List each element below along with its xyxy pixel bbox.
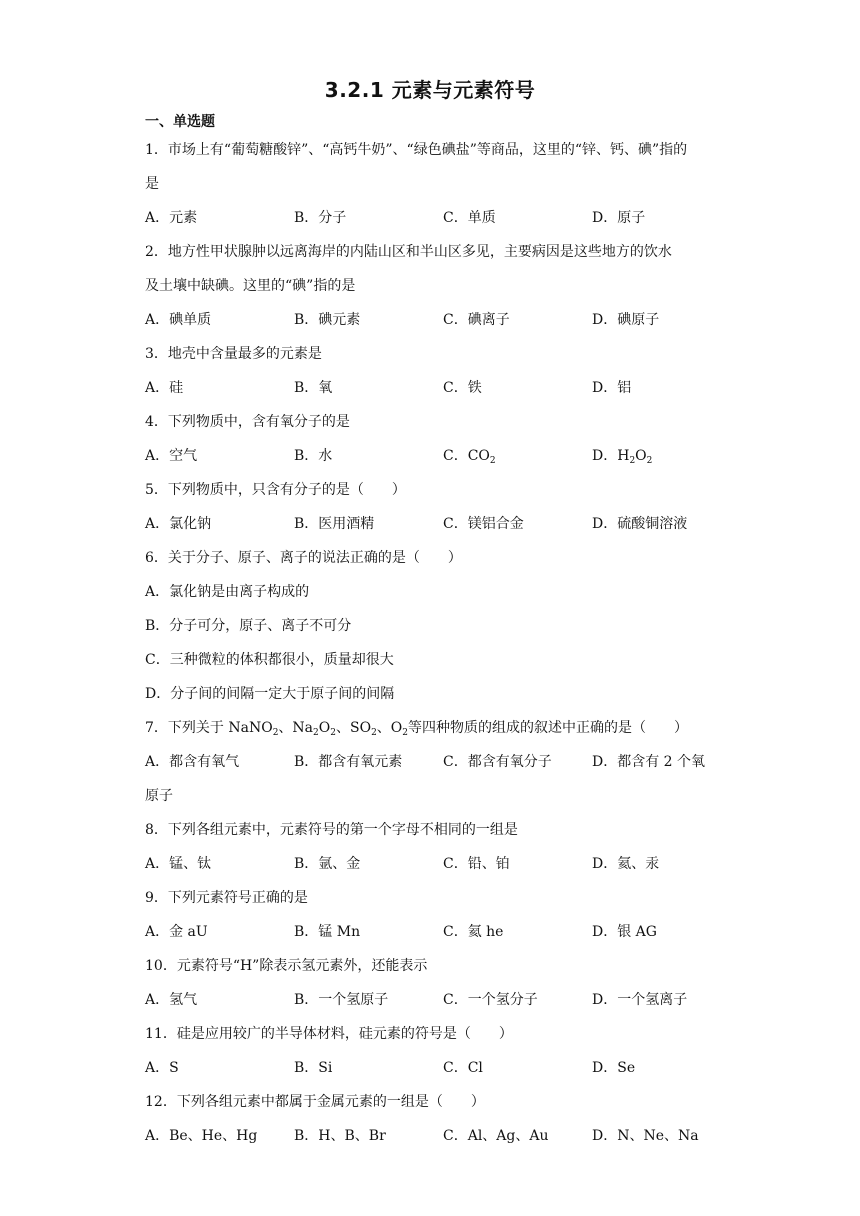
question-9-options bbox=[145, 922, 720, 956]
option-c bbox=[443, 446, 592, 480]
option-a: A．锰、钛 bbox=[145, 856, 212, 872]
option-c: C．都含有氧分子 bbox=[443, 754, 552, 770]
option-c: C．铁 bbox=[443, 380, 482, 396]
option-a: A．金 aU bbox=[145, 924, 208, 940]
option-c: C．镁铝合金 bbox=[443, 516, 524, 532]
question-3-stem: 3．地壳中含量最多的元素是 bbox=[145, 346, 322, 362]
question-10-stem: 10．元素符号“H”除表示氢元素外，还能表示 bbox=[145, 958, 428, 974]
subscript: 2 bbox=[489, 456, 496, 466]
subscript: 2 bbox=[313, 728, 319, 738]
option-a: A．空气 bbox=[145, 448, 198, 464]
option-b: B．医用酒精 bbox=[294, 516, 375, 532]
question-4-stem: 4．下列物质中，含有氧分子的是 bbox=[145, 414, 350, 430]
option-c: C．一个氢分子 bbox=[443, 992, 538, 1008]
formula-text: O bbox=[635, 448, 647, 464]
question-9-stem: 9．下列元素符号正确的是 bbox=[145, 890, 308, 906]
option-a: A．Be、He、Hg bbox=[145, 1128, 258, 1144]
option-a: A．元素 bbox=[145, 210, 198, 226]
option-b: B．碘元素 bbox=[294, 312, 361, 328]
option-a: A．氯化钠是由离子构成的 bbox=[145, 584, 310, 600]
option-d: D．一个氢离子 bbox=[592, 992, 688, 1008]
option-d: D．氦、汞 bbox=[592, 856, 660, 872]
option-a: A．都含有氧气 bbox=[145, 754, 240, 770]
stem-text: 、SO bbox=[335, 720, 372, 736]
option-c: C．Al、Ag、Au bbox=[443, 1128, 549, 1144]
stem-text: 、Na bbox=[278, 720, 314, 736]
stem-text: 等四种物质的组成的叙述中正确的是（ ） bbox=[408, 720, 689, 736]
subscript: 2 bbox=[629, 456, 636, 466]
option-b: B．H、B、Br bbox=[294, 1128, 386, 1144]
option-c: C．铅、铂 bbox=[443, 856, 510, 872]
option-d: D．硫酸铜溶液 bbox=[592, 516, 688, 532]
option-d: D．银 AG bbox=[592, 924, 657, 940]
question-12-stem: 12．下列各组元素中都属于金属元素的一组是（ ） bbox=[145, 1094, 485, 1110]
question-2-options bbox=[145, 310, 720, 344]
stem-text: 7．下列关于 NaNO bbox=[145, 720, 273, 736]
document-title: 3.2.1 元素与元素符号 bbox=[324, 78, 536, 102]
stem-text: 、O bbox=[376, 720, 403, 736]
option-b: B．分子 bbox=[294, 210, 347, 226]
option-c: C．氦 he bbox=[443, 924, 504, 940]
subscript: 2 bbox=[646, 456, 653, 466]
question-1-stem-cont: 是 bbox=[145, 176, 159, 192]
subscript: 2 bbox=[371, 728, 377, 738]
subscript: 2 bbox=[402, 728, 409, 738]
question-8-stem: 8．下列各组元素中，元素符号的第一个字母不相同的一组是 bbox=[145, 822, 518, 838]
option-a: A．硅 bbox=[145, 380, 184, 396]
question-5-stem: 5．下列物质中，只含有分子的是（ ） bbox=[145, 482, 406, 498]
question-2-stem: 2．地方性甲状腺肿以远离海岸的内陆山区和半山区多见，主要病因是这些地方的饮水 bbox=[145, 244, 672, 260]
option-d: D．N、Ne、Na bbox=[592, 1128, 699, 1144]
question-11-options bbox=[145, 1058, 720, 1092]
question-12-options bbox=[145, 1126, 720, 1160]
option-b: B．水 bbox=[294, 448, 333, 464]
option-a: A．碘单质 bbox=[145, 312, 212, 328]
option-c: C．碘离子 bbox=[443, 312, 510, 328]
option-b: B．氧 bbox=[294, 380, 333, 396]
question-7-stem bbox=[145, 718, 720, 752]
option-d-cont: 原子 bbox=[145, 788, 173, 804]
section-heading: 一、单选题 bbox=[145, 114, 215, 130]
option-b: B．分子可分，原子、离子不可分 bbox=[145, 618, 352, 634]
question-11-stem: 11．硅是应用较广的半导体材料，硅元素的符号是（ ） bbox=[145, 1026, 513, 1042]
option-a: A．S bbox=[145, 1060, 179, 1076]
formula-text: D．H bbox=[592, 448, 630, 464]
option-d: D．碘原子 bbox=[592, 312, 660, 328]
option-d: D．分子间的间隔一定大于原子间的间隔 bbox=[145, 686, 395, 702]
option-d: D．都含有 2 个氧 bbox=[592, 754, 706, 770]
option-d: D．原子 bbox=[592, 210, 646, 226]
subscript: 2 bbox=[330, 728, 336, 738]
question-7-options bbox=[145, 752, 720, 786]
option-c: C．单质 bbox=[443, 210, 496, 226]
option-a: A．氢气 bbox=[145, 992, 198, 1008]
question-1-options bbox=[145, 208, 720, 242]
option-c: C．三种微粒的体积都很小，质量却很大 bbox=[145, 652, 394, 668]
question-2-stem-cont: 及土壤中缺碘。这里的“碘”指的是 bbox=[145, 278, 356, 294]
option-a: A．氯化钠 bbox=[145, 516, 212, 532]
stem-text: O bbox=[318, 720, 331, 736]
option-b: B．氩、金 bbox=[294, 856, 361, 872]
formula-text: C．CO bbox=[443, 448, 490, 464]
option-b: B．Si bbox=[294, 1060, 333, 1076]
option-b: B．一个氢原子 bbox=[294, 992, 389, 1008]
question-list bbox=[145, 140, 720, 1160]
question-5-options bbox=[145, 514, 720, 548]
option-c: C．Cl bbox=[443, 1060, 483, 1076]
question-3-options bbox=[145, 378, 720, 412]
question-10-options bbox=[145, 990, 720, 1024]
question-1-stem: 1．市场上有“葡萄糖酸锌”、“高钙牛奶”、“绿色碘盐”等商品，这里的“锌、钙、碘”指的 bbox=[145, 142, 688, 158]
option-d: D．铝 bbox=[592, 380, 632, 396]
option-d bbox=[592, 446, 652, 480]
question-4-options bbox=[145, 446, 720, 480]
question-8-options bbox=[145, 854, 720, 888]
option-d: D．Se bbox=[592, 1060, 636, 1076]
option-b: B．锰 Mn bbox=[294, 924, 361, 940]
subscript: 2 bbox=[272, 728, 279, 738]
option-b: B．都含有氧元素 bbox=[294, 754, 403, 770]
question-6-stem: 6．关于分子、原子、离子的说法正确的是（ ） bbox=[145, 550, 462, 566]
